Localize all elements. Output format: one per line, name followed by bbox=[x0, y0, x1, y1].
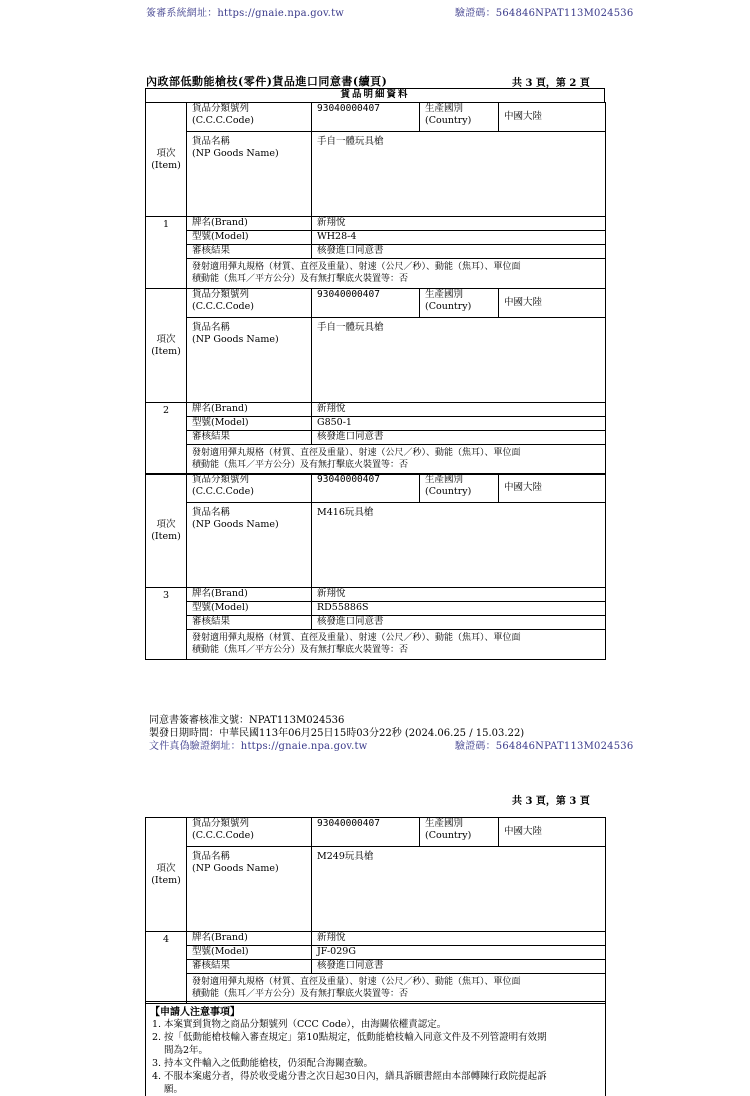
note-text: 不服本案處分者，得於收受處分書之次日起30日內，繕具訴願書經由本部轉陳行政院提起訴 bbox=[164, 1071, 547, 1082]
country-label: 生產國別 bbox=[425, 818, 464, 829]
ccc-code-label-en: (C.C.C.Code) bbox=[192, 115, 254, 126]
item-label-cell bbox=[146, 103, 187, 217]
item-label-en: (Item) bbox=[151, 530, 181, 542]
spec-line-1: 發射適用彈丸規格（材質、直徑及重量）、射速（公尺／秒）、動能（焦耳）、單位面 bbox=[192, 633, 521, 643]
note-text: 願。 bbox=[164, 1084, 184, 1095]
review-result-label: 審核結果 bbox=[187, 616, 312, 630]
goods-name-label: 貨品名稱 bbox=[192, 322, 231, 333]
ccc-code-label-en: (C.C.C.Code) bbox=[192, 301, 254, 312]
country-label: 生產國別 bbox=[425, 474, 464, 485]
goods-name-value: 手自一體玩具槍 bbox=[312, 318, 606, 403]
spec-line-2: 積動能（焦耳／平方公分）及有無打擊底火裝置等：否 bbox=[192, 645, 409, 655]
ccc-code-label-cell bbox=[187, 474, 312, 503]
ccc-code-value: 93040000407 bbox=[312, 818, 420, 847]
item-number: 3 bbox=[146, 588, 187, 660]
note-number: 4. bbox=[152, 1071, 162, 1082]
spec-line-1: 發射適用彈丸規格（材質、直徑及重量）、射速（公尺／秒）、動能（焦耳）、單位面 bbox=[192, 262, 521, 272]
goods-name-label: 貨品名稱 bbox=[192, 507, 231, 518]
review-result-value: 核發進口同意書 bbox=[312, 960, 606, 974]
goods-name-label-en: (NP Goods Name) bbox=[192, 519, 279, 530]
item-label: 項次 bbox=[156, 862, 176, 874]
country-label-cell bbox=[420, 289, 499, 318]
goods-item-block bbox=[145, 473, 606, 660]
note-text: 持本文件輸入之低動能槍枝，仍須配合海關查驗。 bbox=[164, 1058, 374, 1069]
notes-list bbox=[146, 1018, 605, 1096]
brand-label: 牌名(Brand) bbox=[187, 588, 312, 602]
brand-label: 牌名(Brand) bbox=[187, 217, 312, 231]
spec-declaration bbox=[187, 974, 606, 1004]
item-label: 項次 bbox=[156, 333, 176, 345]
goods-name-label: 貨品名稱 bbox=[192, 851, 231, 862]
note-number: 2. bbox=[152, 1032, 162, 1043]
ccc-code-label-cell bbox=[187, 103, 312, 132]
goods-name-label-en: (NP Goods Name) bbox=[192, 148, 279, 159]
item-number: 2 bbox=[146, 403, 187, 475]
brand-value: 新翔悅 bbox=[312, 932, 606, 946]
review-result-label: 審核結果 bbox=[187, 431, 312, 445]
goods-name-label-cell bbox=[187, 847, 312, 932]
model-label: 型號(Model) bbox=[187, 946, 312, 960]
note-text: 本案實到貨物之商品分類號列（CCC Code），由海關依權責認定。 bbox=[164, 1019, 447, 1030]
item-label: 項次 bbox=[156, 147, 176, 159]
notes-title: 【申請人注意事項】 bbox=[150, 1007, 240, 1018]
verification-code-header: 驗證碼：564846NPAT113M024536 bbox=[455, 8, 634, 19]
country-label-cell bbox=[420, 474, 499, 503]
ccc-code-label-cell bbox=[187, 818, 312, 847]
ccc-code-label-cell bbox=[187, 289, 312, 318]
country-label-en: (Country) bbox=[425, 115, 472, 126]
goods-item-block bbox=[145, 102, 606, 289]
system-url-header: 簽審系統網址：https://gnaie.npa.gov.tw bbox=[146, 8, 345, 19]
note-line bbox=[146, 1057, 605, 1070]
ccc-code-label-en: (C.C.C.Code) bbox=[192, 830, 254, 841]
brand-value: 新翔悅 bbox=[312, 588, 606, 602]
country-value: 中國大陸 bbox=[499, 818, 606, 847]
section-title: 貨品明細資料 bbox=[146, 89, 605, 103]
goods-name-value: M416玩具槍 bbox=[312, 503, 606, 588]
country-label-cell bbox=[420, 818, 499, 847]
goods-name-label-cell bbox=[187, 503, 312, 588]
review-result-label: 審核結果 bbox=[187, 960, 312, 974]
goods-name-value: M249玩具槍 bbox=[312, 847, 606, 932]
item-label-en: (Item) bbox=[151, 345, 181, 357]
note-text: 按「低動能槍枝輸入審查規定」第10點規定，低動能槍枝輸入同意文件及不列管證明有效期 bbox=[164, 1032, 547, 1043]
brand-value: 新翔悅 bbox=[312, 403, 606, 417]
ccc-code-label: 貨品分類號列 bbox=[192, 289, 250, 300]
applicant-notes bbox=[145, 1001, 606, 1096]
model-label: 型號(Model) bbox=[187, 417, 312, 431]
country-label: 生產國別 bbox=[425, 289, 464, 300]
review-result-label: 審核結果 bbox=[187, 245, 312, 259]
ccc-code-label: 貨品分類號列 bbox=[192, 474, 250, 485]
page-number-3: 共 3 頁，第 3 頁 bbox=[512, 796, 590, 807]
item-label-cell bbox=[146, 289, 187, 403]
note-line bbox=[146, 1018, 605, 1031]
model-value: RD55886S bbox=[312, 602, 606, 616]
item-label: 項次 bbox=[156, 518, 176, 530]
ccc-code-label-en: (C.C.C.Code) bbox=[192, 486, 254, 497]
spec-line-1: 發射適用彈丸規格（材質、直徑及重量）、射速（公尺／秒）、動能（焦耳）、單位面 bbox=[192, 977, 521, 987]
ccc-code-label: 貨品分類號列 bbox=[192, 818, 250, 829]
ccc-code-value: 93040000407 bbox=[312, 103, 420, 132]
spec-declaration bbox=[187, 630, 606, 660]
model-value: G850-1 bbox=[312, 417, 606, 431]
review-result-value: 核發進口同意書 bbox=[312, 245, 606, 259]
spec-declaration bbox=[187, 445, 606, 475]
goods-name-label-cell bbox=[187, 318, 312, 403]
note-line bbox=[146, 1044, 605, 1057]
spec-declaration bbox=[187, 259, 606, 289]
item-number: 1 bbox=[146, 217, 187, 289]
country-label: 生產國別 bbox=[425, 103, 464, 114]
item-label-en: (Item) bbox=[151, 874, 181, 886]
item-label-cell bbox=[146, 474, 187, 588]
country-label-cell bbox=[420, 103, 499, 132]
note-number: 3. bbox=[152, 1058, 162, 1069]
goods-name-label-en: (NP Goods Name) bbox=[192, 334, 279, 345]
note-line bbox=[146, 1070, 605, 1083]
review-result-value: 核發進口同意書 bbox=[312, 431, 606, 445]
goods-detail-header bbox=[145, 88, 605, 103]
model-value: JF-029G bbox=[312, 946, 606, 960]
approval-doc-number: 同意書簽審核准文號：NPAT113M024536 bbox=[149, 715, 345, 726]
spec-line-2: 積動能（焦耳／平方公分）及有無打擊底火裝置等：否 bbox=[192, 460, 409, 470]
ccc-code-value: 93040000407 bbox=[312, 474, 420, 503]
authenticity-url: 文件真偽驗證網址：https://gnaie.npa.gov.tw bbox=[149, 741, 368, 752]
spec-line-1: 發射適用彈丸規格（材質、直徑及重量）、射速（公尺／秒）、動能（焦耳）、單位面 bbox=[192, 448, 521, 458]
goods-item-block bbox=[145, 288, 606, 475]
spec-line-2: 積動能（焦耳／平方公分）及有無打擊底火裝置等：否 bbox=[192, 989, 409, 999]
review-result-value: 核發進口同意書 bbox=[312, 616, 606, 630]
goods-name-label: 貨品名稱 bbox=[192, 136, 231, 147]
verification-code-footer: 驗證碼：564846NPAT113M024536 bbox=[455, 741, 634, 752]
country-value: 中國大陸 bbox=[499, 474, 606, 503]
goods-name-label-en: (NP Goods Name) bbox=[192, 863, 279, 874]
country-label-en: (Country) bbox=[425, 486, 472, 497]
item-number: 4 bbox=[146, 932, 187, 1004]
note-number: 1. bbox=[152, 1019, 162, 1030]
issue-datetime: 製發日期時間：中華民國113年06月25日15時03分22秒 (2024.06.25 / 15.03.22) bbox=[149, 728, 525, 739]
brand-value: 新翔悅 bbox=[312, 217, 606, 231]
document-title: 內政部低動能槍枝(零件)貨品進口同意書(續頁) bbox=[146, 75, 388, 88]
model-label: 型號(Model) bbox=[187, 602, 312, 616]
country-label-en: (Country) bbox=[425, 830, 472, 841]
ccc-code-value: 93040000407 bbox=[312, 289, 420, 318]
note-line bbox=[146, 1031, 605, 1044]
country-label-en: (Country) bbox=[425, 301, 472, 312]
model-value: WH28-4 bbox=[312, 231, 606, 245]
goods-name-value: 手自一體玩具槍 bbox=[312, 132, 606, 217]
country-value: 中國大陸 bbox=[499, 103, 606, 132]
page-number: 共 3 頁，第 2 頁 bbox=[512, 78, 590, 89]
goods-item-block bbox=[145, 817, 606, 1004]
goods-name-label-cell bbox=[187, 132, 312, 217]
brand-label: 牌名(Brand) bbox=[187, 932, 312, 946]
note-text: 間為2年。 bbox=[164, 1045, 209, 1056]
item-label-en: (Item) bbox=[151, 159, 181, 171]
ccc-code-label: 貨品分類號列 bbox=[192, 103, 250, 114]
item-label-cell bbox=[146, 818, 187, 932]
note-line bbox=[146, 1083, 605, 1096]
country-value: 中國大陸 bbox=[499, 289, 606, 318]
brand-label: 牌名(Brand) bbox=[187, 403, 312, 417]
model-label: 型號(Model) bbox=[187, 231, 312, 245]
spec-line-2: 積動能（焦耳／平方公分）及有無打擊底火裝置等：否 bbox=[192, 274, 409, 284]
